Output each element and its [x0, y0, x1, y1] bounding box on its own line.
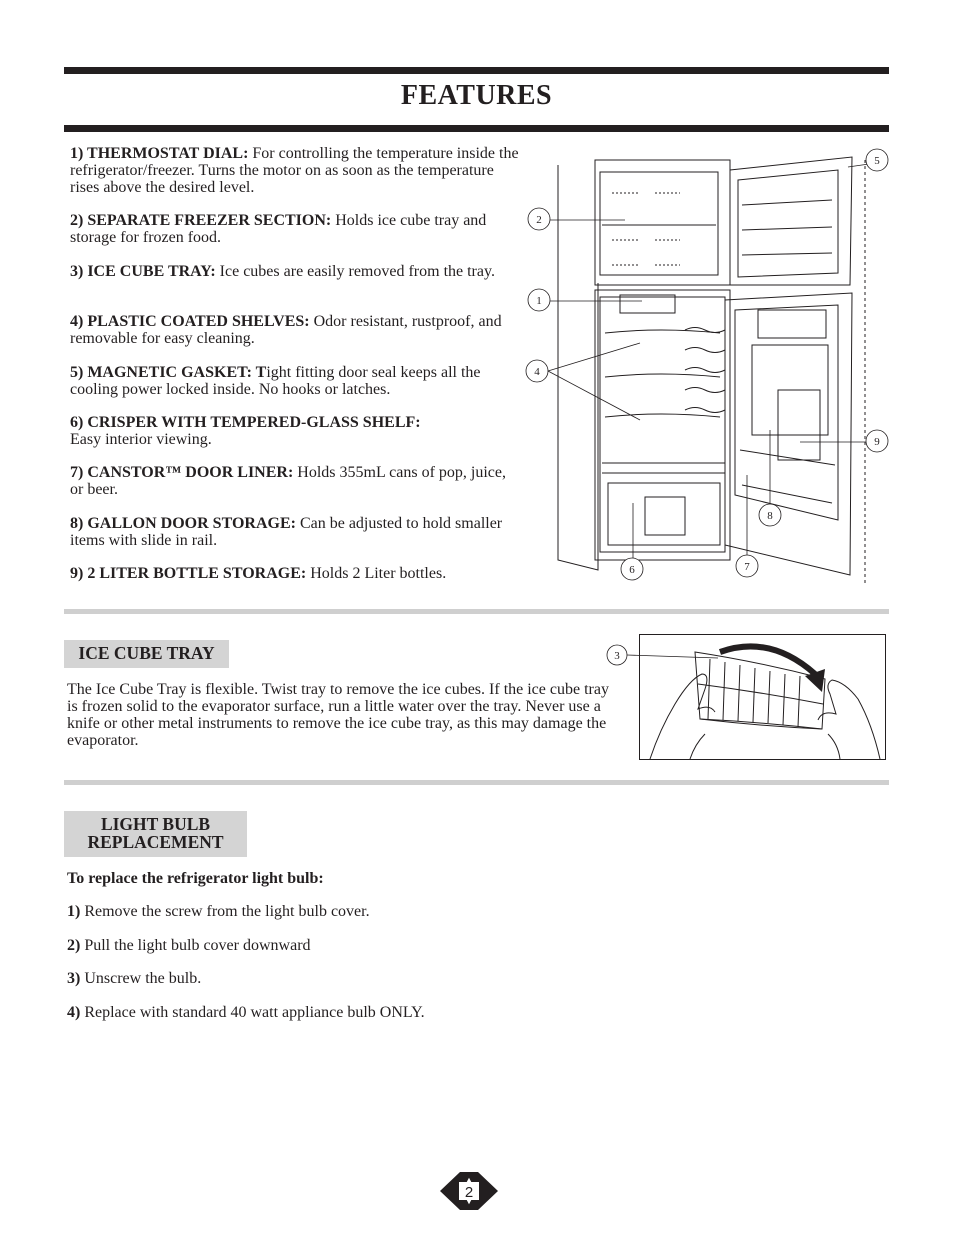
callout-9: 9	[874, 436, 880, 448]
page-number-badge	[438, 1170, 500, 1212]
light-bulb-step-2: 2) Pull the light bulb cover downward	[67, 937, 311, 954]
title-underline-rule	[64, 125, 889, 132]
section-divider-2	[64, 780, 889, 785]
light-bulb-heading-line2: REPLACEMENT	[87, 832, 224, 852]
refrigerator-diagram	[520, 145, 895, 595]
feature-item-4: 4) PLASTIC COATED SHELVES: Odor resistant, rustproof, and removable for easy cleaning.	[70, 313, 502, 347]
ice-cube-tray-text: The Ice Cube Tray is flexible. Twist tray to remove the ice cubes. If the ice cube tray is frozen solid to the evaporator surface, run a little water over the tray. Never use a knife or other metal instruments to remove the ice cube tray, as this may damage the evaporator.	[67, 681, 609, 749]
callout-4: 4	[534, 366, 540, 378]
light-bulb-step-1: 1) Remove the screw from the light bulb cover.	[67, 903, 370, 920]
feature-item-2: 2) SEPARATE FREEZER SECTION: Holds ice cube tray and storage for frozen food.	[70, 212, 487, 246]
feature-item-5: 5) MAGNETIC GASKET: Tight fitting door seal keeps all the cooling power locked inside. No hooks or latches.	[70, 364, 481, 398]
section-divider-1	[64, 609, 889, 614]
feature-item-8: 8) GALLON DOOR STORAGE: Can be adjusted to hold smaller items with slide in rail.	[70, 515, 503, 549]
callout-8: 8	[767, 510, 773, 522]
page-number: 2	[464, 1184, 474, 1201]
ice-tray-illustration	[600, 634, 890, 762]
feature-item-3: 3) ICE CUBE TRAY: Ice cubes are easily removed from the tray.	[70, 263, 495, 280]
light-bulb-intro: To replace the refrigerator light bulb:	[67, 870, 324, 887]
light-bulb-step-4: 4) Replace with standard 40 watt appliance bulb ONLY.	[67, 1004, 425, 1021]
feature-item-9: 9) 2 LITER BOTTLE STORAGE: Holds 2 Liter bottles.	[70, 565, 447, 582]
ice-cube-tray-heading: ICE CUBE TRAY	[64, 640, 229, 668]
light-bulb-step-3: 3) Unscrew the bulb.	[67, 970, 202, 987]
callout-6: 6	[629, 564, 635, 576]
feature-item-6: 6) CRISPER WITH TEMPERED-GLASS SHELF: Easy interior viewing.	[70, 414, 421, 448]
feature-item-7: 7) CANSTOR™ DOOR LINER: Holds 355mL cans of pop, juice, or beer.	[70, 464, 506, 498]
light-bulb-heading	[64, 811, 247, 857]
page-title: FEATURES	[400, 80, 553, 111]
light-bulb-heading-line1: LIGHT BULB	[100, 814, 211, 834]
callout-1: 1	[536, 295, 542, 307]
callout-2: 2	[536, 214, 542, 226]
top-rule	[64, 67, 889, 74]
callout-7: 7	[744, 561, 750, 573]
feature-item-1: 1) THERMOSTAT DIAL: For controlling the temperature inside the refrigerator/freezer. Turns the motor on as soon as the temperature rises above the desired level.	[70, 145, 519, 196]
callout-3: 3	[614, 650, 620, 662]
callout-5: 5	[874, 155, 880, 167]
